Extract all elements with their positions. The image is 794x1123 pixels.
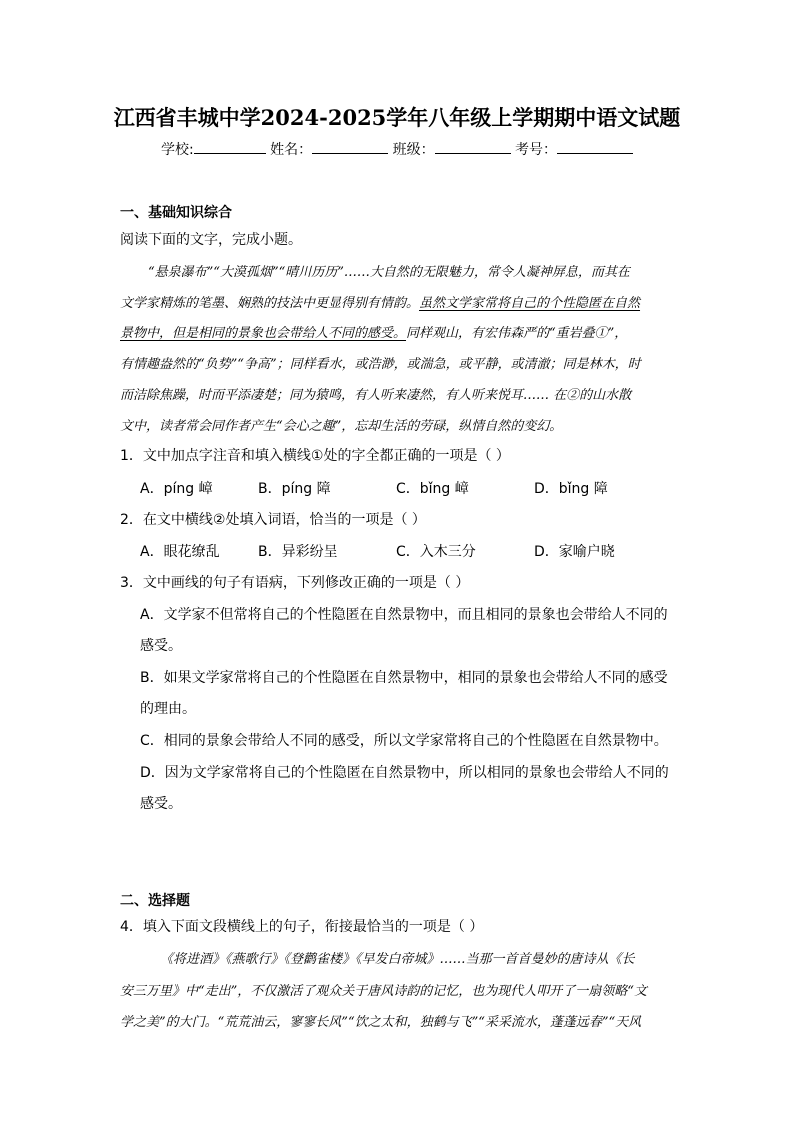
option-b[interactable]: B．如果文学家常将自己的个性隐匿在自然景物中，相同的景象也会带给人不同的感受 [140,670,668,686]
question-stem: 3．文中画线的句子有语病，下列修改正确的一项是（ ） [120,575,470,591]
passage-text: 同样观山，有宏伟森严的“重岩叠①”， [406,326,628,341]
question-stem: 2．在文中横线②处填入词语，恰当的一项是（ ） [120,512,426,528]
name-label: 姓名： [270,142,313,158]
option-a[interactable]: A．文学家不但常将自己的个性隐匿在自然景物中，而且相同的景象也会带给人不同的 [140,607,668,623]
underlined-sentence: 景物中，但是相同的景象也会带给人不同的感受。 [120,326,407,341]
exam-no-blank[interactable] [557,139,633,154]
option-c[interactable]: C．bǐng 嶂 [396,481,469,497]
underlined-sentence: 虽然文学家常将自己的个性隐匿在自然 [419,296,641,311]
school-blank[interactable] [194,139,266,154]
passage-text: 文学家精炼的笔墨、娴熟的技法中更显得别有情韵。 [120,296,420,311]
name-blank[interactable] [312,139,388,154]
question-stem: 4．填入下面文段横线上的句子，衔接最恰当的一项是（ ） [120,919,484,935]
class-label: 班级： [392,142,435,158]
option-a-continued: 感受。 [140,638,182,654]
instruction-text: 阅读下面的文字，完成小题。 [120,232,302,248]
passage-line: 有情趣盎然的“负势”“争高”；同样看水，或浩渺，或湍急，或平静，或清澈；同是林木，时 [120,357,641,372]
option-d[interactable]: D．家喻户晓 [534,544,615,560]
passage-line: 学之美”的大门。“荒荒油云，寥寥长风”“饮之太和，独鹤与飞”“采采流水，蓬蓬远春”“天风 [120,1015,642,1030]
option-b[interactable]: B．异彩纷呈 [258,544,338,560]
section-heading: 一、基础知识综合 [120,205,232,221]
passage-line: 而洁除焦躁，时而平添凄楚；同为猿鸣，有人听来凄然，有人听来悦耳…… 在②的山水散 [120,388,632,403]
option-a[interactable]: A．píng 嶂 [140,481,213,497]
passage-line: 安三万里》中“走出”，不仅激活了观众关于唐风诗韵的记忆，也为现代人叩开了一扇领略“文 [120,984,647,999]
passage-line: “悬泉瀑布”“大漠孤烟”“晴川历历”……大自然的无限魅力，常令人凝神屏息，而其在 [148,265,630,280]
question-stem: 1．文中加点字注音和填入横线①处的字全都正确的一项是（ ） [120,448,510,464]
option-b[interactable]: B．píng 障 [258,481,331,497]
student-info-line [0,139,794,159]
passage-line: 文中，读者常会同作者产生“会心之趣”，忘却生活的劳碌，纵情自然的变幻。 [120,419,563,434]
section-heading: 二、选择题 [120,893,190,909]
class-blank[interactable] [435,139,511,154]
exam-no-label: 考号： [515,142,558,158]
passage-line: 《将进酒》《燕歌行》《登鹳雀楼》《早发白帝城》……当那一首首曼妙的唐诗从《长 [160,952,635,967]
option-c[interactable]: C．相同的景象会带给人不同的感受，所以文学家常将自己的个性隐匿在自然景物中。 [140,733,668,749]
option-b-continued: 的理由。 [140,701,196,717]
option-a[interactable]: A．眼花缭乱 [140,544,220,560]
passage-line [120,292,640,311]
passage-line [120,322,627,341]
school-label: 学校: [160,142,194,158]
option-c[interactable]: C．入木三分 [396,544,476,560]
option-d[interactable]: D．因为文学家常将自己的个性隐匿在自然景物中，所以相同的景象也会带给人不同的 [140,765,669,781]
exam-title: 江西省丰城中学2024-2025学年八年级上学期期中语文试题 [113,105,681,130]
option-d-continued: 感受。 [140,796,182,812]
option-d[interactable]: D．bǐng 障 [534,481,608,497]
